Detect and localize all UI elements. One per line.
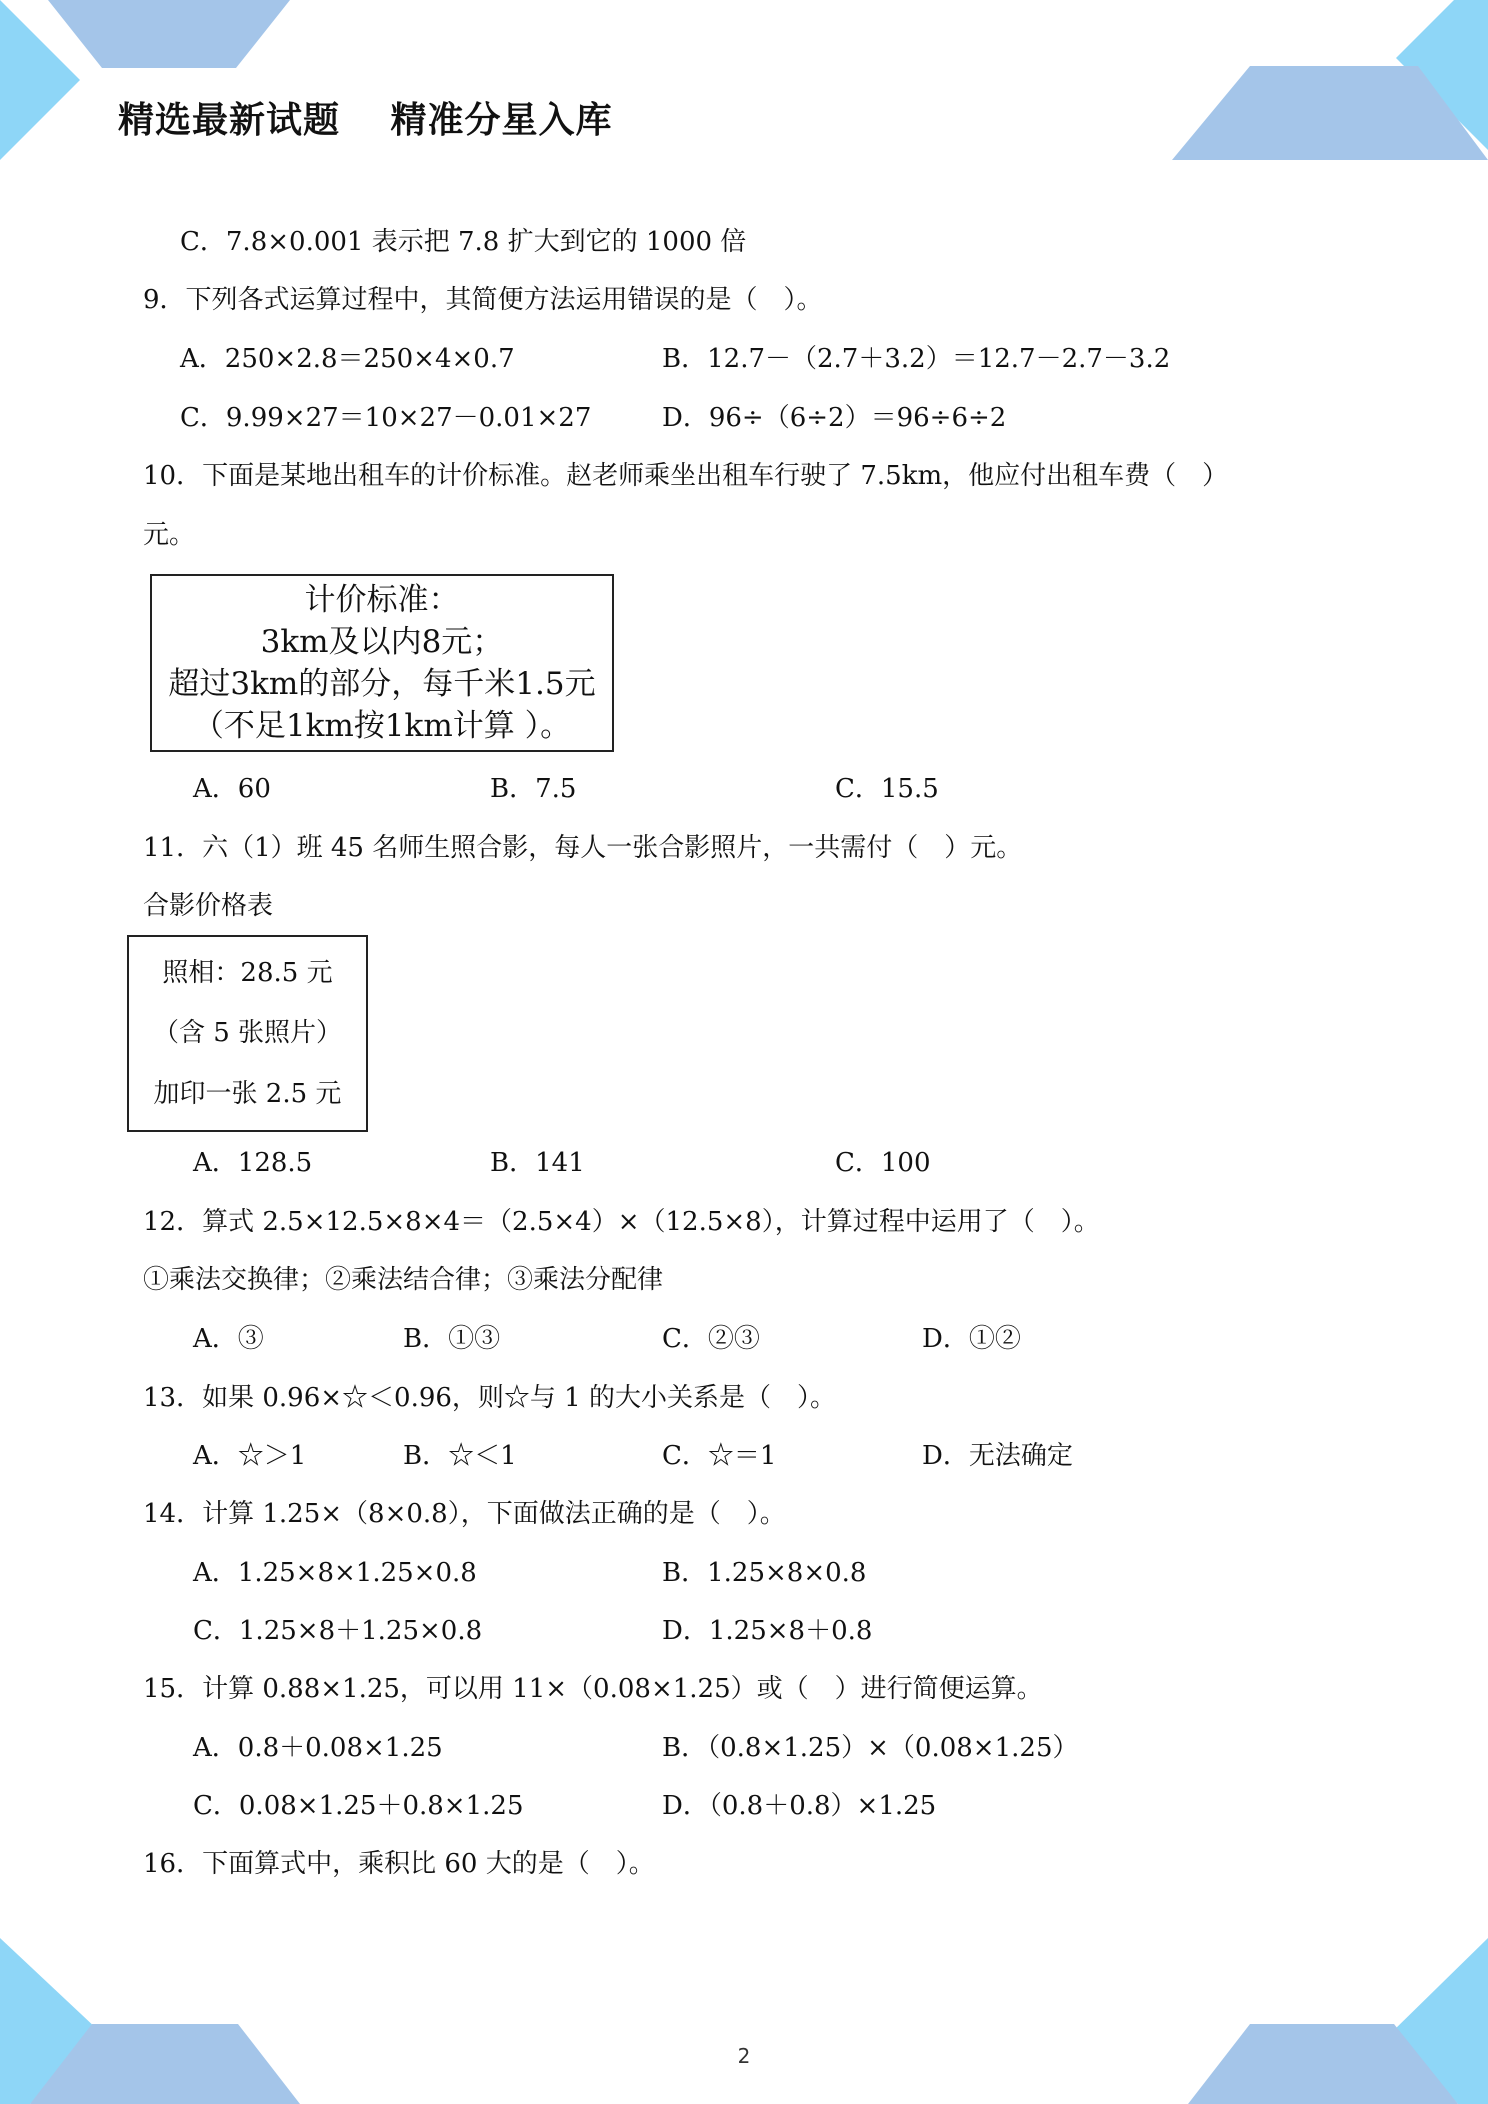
photo-price-box — [127, 935, 368, 1132]
q9-option-a: A．250×2.8＝250×4×0.7 — [180, 344, 515, 374]
q11-option-c: C．100 — [835, 1148, 931, 1178]
top-right-decoration — [1170, 0, 1488, 170]
q15-option-c: C．0.08×1.25＋0.8×1.25 — [193, 1791, 524, 1821]
q14-stem: 14．计算 1.25×（8×0.8），下面做法正确的是（ ）。 — [143, 1499, 786, 1529]
q10-stem-line2: 元。 — [143, 520, 196, 550]
q10-option-a: A．60 — [193, 774, 271, 804]
taxi-fare-box — [150, 574, 614, 752]
page-number: 2 — [737, 2044, 751, 2068]
q13-option-b: B．☆＜1 — [403, 1441, 517, 1471]
q13-option-a: A．☆＞1 — [193, 1441, 307, 1471]
bottom-left-decoration — [0, 1934, 300, 2104]
header-title: 精选最新试题 精准分星入库 — [118, 100, 613, 141]
q15-option-a: A．0.8＋0.08×1.25 — [193, 1733, 443, 1763]
q12-option-b: B．①③ — [403, 1324, 501, 1354]
q13-option-d: D．无法确定 — [922, 1441, 1073, 1471]
q11-table-title: 合影价格表 — [143, 891, 274, 921]
q13-option-c: C．☆＝1 — [662, 1441, 777, 1471]
q12-option-a: A．③ — [193, 1324, 264, 1354]
q8-option-c: C．7.8×0.001 表示把 7.8 扩大到它的 1000 倍 — [180, 227, 747, 257]
q9-option-b: B．12.7－（2.7＋3.2）＝12.7－2.7－3.2 — [662, 344, 1171, 374]
q14-option-b: B．1.25×8×0.8 — [662, 1558, 867, 1588]
q10-option-b: B．7.5 — [490, 774, 577, 804]
q12-option-c: C．②③ — [662, 1324, 760, 1354]
q11-stem: 11．六（1）班 45 名师生照合影，每人一张合影照片，一共需付（ ）元。 — [143, 833, 1023, 863]
taxi-fare-title: 计价标准： — [304, 582, 460, 618]
q15-option-b: B．（0.8×1.25）×（0.08×1.25） — [662, 1733, 1079, 1763]
q12-option-d: D．①② — [922, 1324, 1021, 1354]
q12-stem: 12．算式 2.5×12.5×8×4＝（2.5×4）×（12.5×8），计算过程中运用了（ ）。 — [143, 1207, 1100, 1237]
q11-option-a: A．128.5 — [193, 1148, 313, 1178]
q13-stem: 13．如果 0.96×☆＜0.96，则☆与 1 的大小关系是（ ）。 — [143, 1383, 836, 1413]
top-left-trapezoid — [48, 0, 290, 68]
q10-stem-line1: 10．下面是某地出租车的计价标准。赵老师乘坐出租车行驶了 7.5km，他应付出租车费（ ） — [143, 461, 1229, 491]
q15-stem: 15．计算 0.88×1.25，可以用 11×（0.08×1.25）或（ ）进行简便运算。 — [143, 1674, 1043, 1704]
q15-option-d: D．（0.8＋0.8）×1.25 — [662, 1791, 937, 1821]
q14-option-c: C．1.25×8＋1.25×0.8 — [193, 1616, 483, 1646]
top-left-decoration — [0, 0, 300, 170]
q9-option-c: C．9.99×27＝10×27－0.01×27 — [180, 403, 592, 433]
photo-price-extra: 加印一张 2.5 元 — [153, 1078, 342, 1109]
q14-option-d: D．1.25×8＋0.8 — [662, 1616, 873, 1646]
taxi-fare-extra: 超过3km的部分，每千米1.5元 — [168, 666, 596, 702]
q16-stem: 16．下面算式中，乘积比 60 大的是（ ）。 — [143, 1849, 655, 1879]
q9-stem: 9．下列各式运算过程中，其简便方法运用错误的是（ ）。 — [143, 285, 823, 315]
q11-option-b: B．141 — [490, 1148, 585, 1178]
taxi-fare-note: （不足1km按1km计算 ）。 — [192, 708, 572, 744]
q12-laws: ①乘法交换律；②乘法结合律；③乘法分配律 — [143, 1265, 664, 1295]
q14-option-a: A．1.25×8×1.25×0.8 — [193, 1558, 477, 1588]
taxi-fare-base: 3km及以内8元； — [260, 624, 504, 660]
photo-price-included: （含 5 张照片） — [152, 1018, 343, 1049]
q10-option-c: C．15.5 — [835, 774, 939, 804]
bottom-right-decoration — [1188, 1934, 1488, 2104]
photo-price-base: 照相：28.5 元 — [162, 958, 333, 989]
q9-option-d: D．96÷（6÷2）＝96÷6÷2 — [662, 403, 1007, 433]
